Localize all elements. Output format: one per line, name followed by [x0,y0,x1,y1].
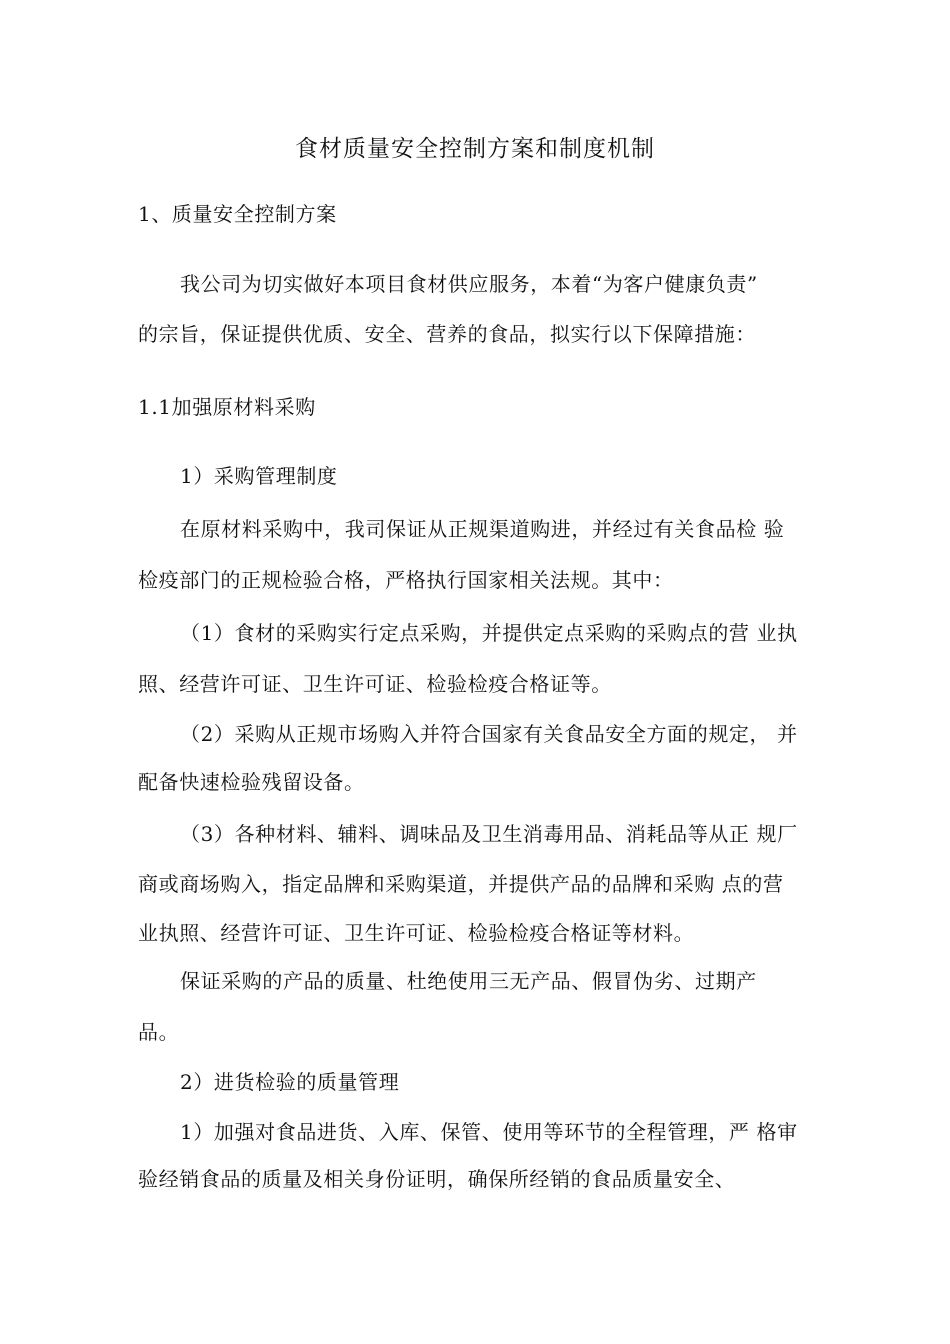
inspection-paragraph-line-2: 验经销食品的质量及相关身份证明，确保所经销的食品质量安全、 [138,1167,736,1191]
section-heading-1: 1、质量安全控制方案 [138,202,337,226]
procurement-paragraph-line-2: 检疫部门的正规检验合格，严格执行国家相关法规。其中： [138,568,674,592]
clause-1-line-2: 照、经营许可证、卫生许可证、检验检疫合格证等。 [138,672,612,696]
document-title: 食材质量安全控制方案和制度机制 [295,136,655,162]
item-heading-procurement: 1）采购管理制度 [180,464,338,488]
quality-paragraph-line-2: 品。 [138,1020,180,1044]
clause-3-line-1: （3）各种材料、辅料、调味品及卫生消毒用品、消耗品等从正 规厂 [180,822,798,846]
quality-paragraph-line-1: 保证采购的产品的质量、杜绝使用三无产品、假冒伪劣、过期产 [180,969,757,993]
inspection-paragraph-line-1: 1）加强对食品进货、入库、保管、使用等环节的全程管理，严 格审 [180,1120,798,1144]
procurement-paragraph-line-1: 在原材料采购中，我司保证从正规渠道购进，并经过有关食品检 验 [180,517,785,541]
subsection-heading-1-1: 1.1加强原材料采购 [138,395,316,419]
intro-paragraph-line-2: 的宗旨，保证提供优质、安全、营养的食品，拟实行以下保障措施： [138,322,756,346]
intro-paragraph-line-1: 我公司为切实做好本项目食材供应服务，本着“为客户健康负责” [180,272,758,296]
clause-3-line-2: 商或商场购入，指定品牌和采购渠道，并提供产品的品牌和采购 点的营 [138,872,784,896]
clause-2-line-2: 配备快速检验残留设备。 [138,770,365,794]
clause-3-line-3: 业执照、经营许可证、卫生许可证、检验检疫合格证等材料。 [138,921,695,945]
item-heading-inspection: 2）进货检验的质量管理 [180,1070,400,1094]
clause-2-line-1: （2）采购从正规市场购入并符合国家有关食品安全方面的规定， 并 [180,722,798,746]
clause-1-line-1: （1）食材的采购实行定点采购，并提供定点采购的采购点的营 业执 [180,621,798,645]
